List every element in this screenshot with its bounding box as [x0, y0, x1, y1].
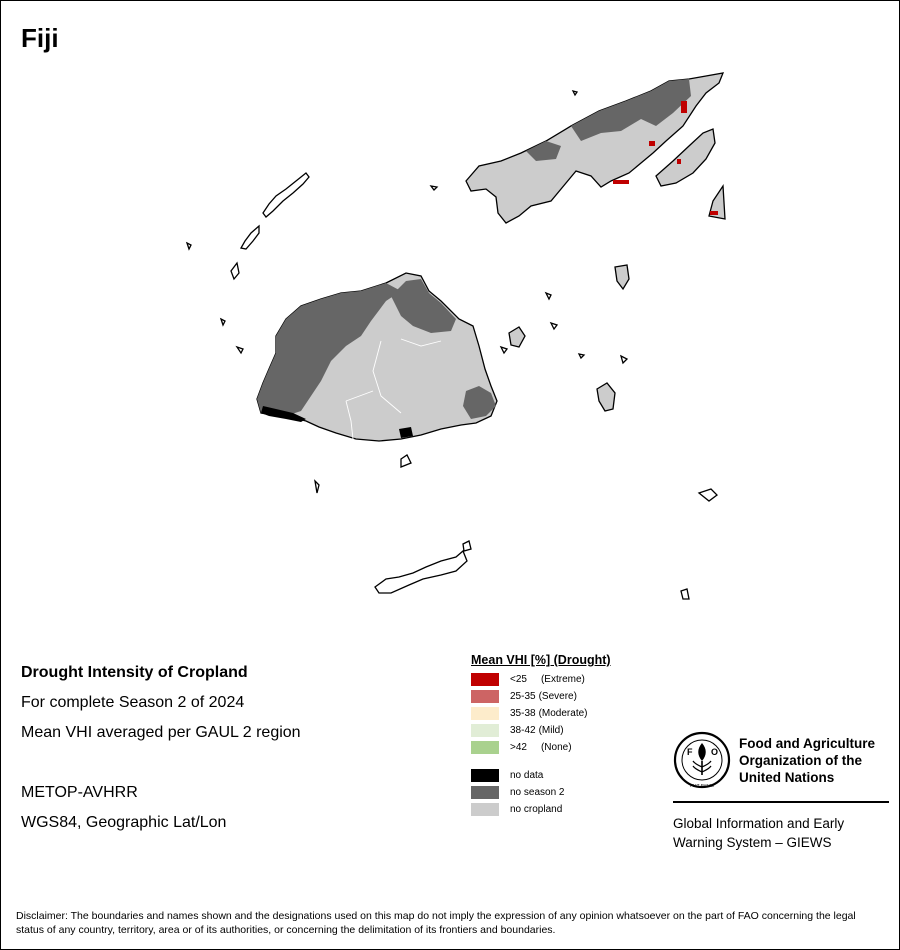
extreme-drought-patch	[710, 211, 718, 215]
legend-label: no cropland	[510, 804, 563, 815]
map-canvas	[1, 61, 900, 621]
map-projection: WGS84, Geographic Lat/Lon	[21, 814, 227, 831]
legend-range: 35-38	[510, 708, 536, 719]
legend-swatch	[471, 707, 499, 720]
legend-item	[471, 739, 611, 756]
map-heading: Drought Intensity of Cropland	[21, 664, 248, 681]
legend-label: (Mild)	[538, 725, 564, 736]
legend-item	[471, 784, 611, 801]
legend-item	[471, 801, 611, 818]
svg-text:O: O	[711, 747, 719, 757]
extreme-drought-patch	[677, 159, 681, 164]
map-sensor: METOP-AVHRR	[21, 784, 138, 801]
legend-item	[471, 688, 611, 705]
fao-divider	[673, 801, 889, 803]
map-season: For complete Season 2 of 2024	[21, 694, 245, 711]
legend-swatch	[471, 786, 499, 799]
map-title: Fiji	[21, 23, 59, 53]
legend-label: no data	[510, 770, 544, 781]
map-legend	[471, 653, 611, 818]
fao-name-line: Food and Agriculture	[739, 736, 875, 751]
legend-label: (Extreme)	[540, 674, 585, 685]
kadavu-island	[375, 541, 471, 593]
giews-name-line: Warning System – GIEWS	[673, 835, 832, 850]
legend-swatch	[471, 690, 499, 703]
legend-label: (Moderate)	[538, 708, 588, 719]
fao-name-line: United Nations	[739, 770, 835, 785]
fao-name	[739, 735, 875, 786]
legend-title: Mean VHI [%] (Drought)	[471, 653, 611, 667]
extreme-drought-patch	[613, 180, 629, 184]
disclaimer: Disclaimer: The boundaries and names shown and the designations used on this map do not imply the expression of any opinion whatsoever on the part of FAO concerning the legal status of any country, territory, area or of its authorities, or concerning the delimitation of its frontiers and boundaries.	[16, 910, 856, 936]
legend-label: no season 2	[510, 787, 565, 798]
legend-range: 38-42	[510, 725, 536, 736]
legend-range: 25-35	[510, 691, 536, 702]
legend-swatch	[471, 673, 499, 686]
legend-item	[471, 705, 611, 722]
legend-label: (Severe)	[538, 691, 577, 702]
legend-swatch	[471, 803, 499, 816]
legend-range: <25	[510, 674, 527, 685]
map-method: Mean VHI averaged per GAUL 2 region	[21, 724, 301, 741]
giews-name-line: Global Information and Early	[673, 816, 845, 831]
svg-text:FIAT PANIS: FIAT PANIS	[690, 783, 714, 788]
fao-name-line: Organization of the	[739, 753, 862, 768]
legend-swatch	[471, 741, 499, 754]
legend-swatch	[471, 724, 499, 737]
viti-levu-island	[257, 273, 497, 441]
map-info-block	[21, 658, 301, 838]
legend-label: (None)	[540, 742, 572, 753]
svg-text:F: F	[687, 747, 693, 757]
legend-swatch	[471, 769, 499, 782]
legend-item	[471, 671, 611, 688]
legend-range: >42	[510, 742, 527, 753]
legend-item	[471, 722, 611, 739]
vanua-levu-island	[466, 73, 723, 223]
extreme-drought-patch	[681, 101, 687, 113]
legend-item	[471, 767, 611, 784]
yasawa-islands	[187, 173, 309, 279]
fao-logo-icon	[673, 731, 731, 789]
giews-name	[673, 814, 844, 852]
extreme-drought-patch	[649, 141, 655, 146]
